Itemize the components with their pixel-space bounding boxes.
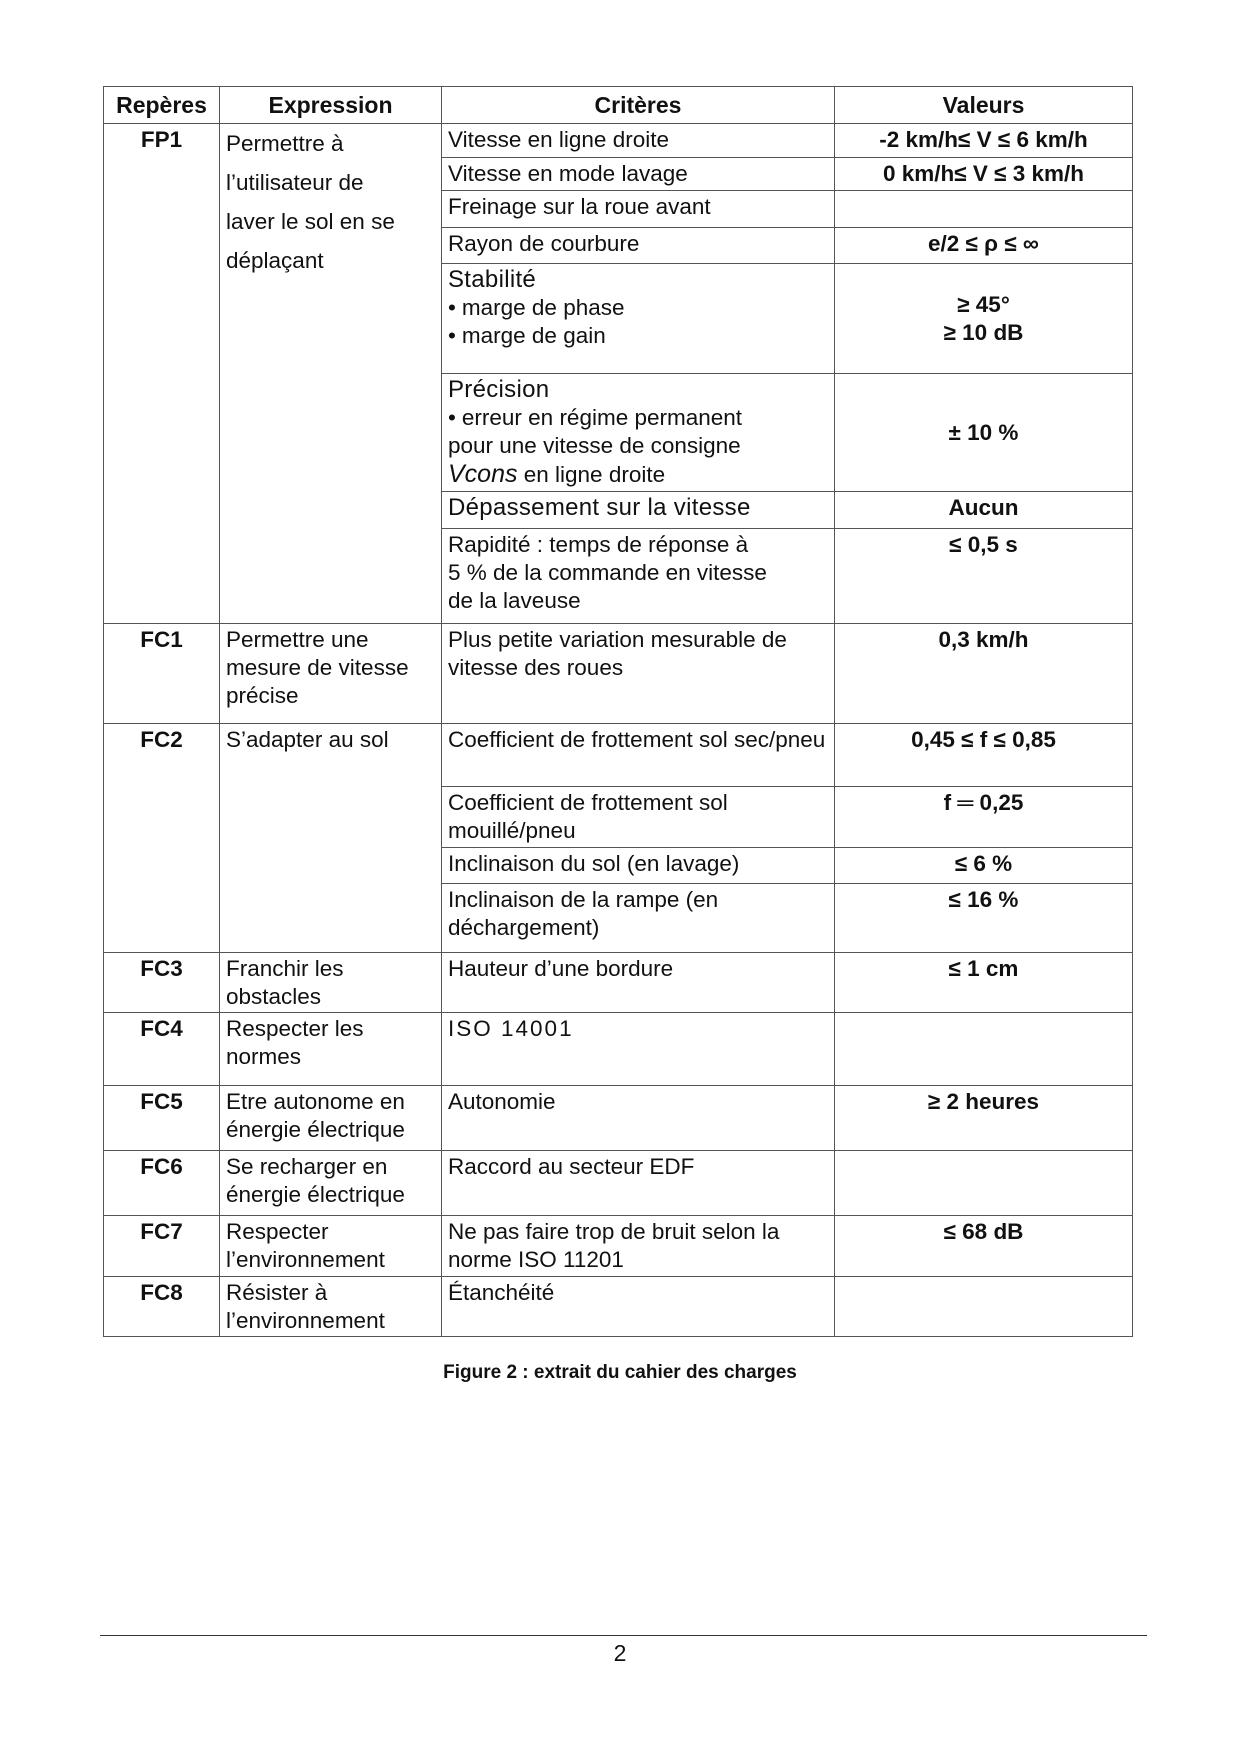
- valeur-cell: ≥ 2 heures: [835, 1086, 1133, 1151]
- critere-cell: Raccord au secteur EDF: [442, 1151, 835, 1216]
- stabilite-item: • marge de gain: [448, 322, 828, 350]
- table-row: [104, 1277, 1133, 1337]
- expression-cell: Franchir les obstacles: [220, 953, 442, 1013]
- figure-caption: Figure 2 : extrait du cahier des charges: [443, 1362, 797, 1383]
- table-row: [104, 624, 1133, 724]
- precision-item: • erreur en régime permanent: [448, 404, 828, 432]
- valeur-cell: [835, 1151, 1133, 1216]
- critere-cell: Rayon de courbure: [442, 228, 835, 264]
- expression-line: l’utilisateur de: [226, 170, 364, 195]
- critere-cell-rapidite: [442, 529, 835, 624]
- expression-cell: Résister à l’environnement: [220, 1277, 442, 1337]
- precision-line: pour une vitesse de consigne: [448, 433, 741, 458]
- vcons-symbol: Vcons: [448, 460, 518, 488]
- valeur-cell: 0 km/h≤ V ≤ 3 km/h: [835, 158, 1133, 191]
- page-number: 2: [613, 1640, 627, 1666]
- stabilite-title: Stabilité: [448, 266, 537, 293]
- critere-text: ISO 14001: [448, 1016, 574, 1041]
- critere-cell: Coefficient de frottement sol mouillé/pneu: [442, 787, 835, 848]
- valeur-cell: [835, 191, 1133, 228]
- valeur-cell: Aucun: [835, 492, 1133, 529]
- valeur-cell: 0,45 ≤ f ≤ 0,85: [835, 724, 1133, 787]
- valeur-cell: ≤ 6 %: [835, 848, 1133, 884]
- critere-cell: Dépassement sur la vitesse: [442, 492, 835, 529]
- precision-title: Précision: [448, 376, 550, 403]
- stabilite-value: ≥ 45°: [957, 291, 1010, 317]
- valeur-cell: ≤ 68 dB: [835, 1216, 1133, 1277]
- table-row: [104, 1216, 1133, 1277]
- ref-fp1: FP1: [104, 124, 220, 624]
- table-row: [104, 1013, 1133, 1086]
- ref-fc1: FC1: [104, 624, 220, 724]
- critere-cell: Plus petite variation mesurable de vitesse des roues: [442, 624, 835, 724]
- critere-cell: Coefficient de frottement sol sec/pneu: [442, 724, 835, 787]
- table-row: [104, 953, 1133, 1013]
- expression-cell: Se recharger en énergie électrique: [220, 1151, 442, 1216]
- rapidite-line: 5 % de la commande en vitesse: [448, 560, 767, 585]
- ref-cell: FC8: [104, 1277, 220, 1337]
- table-row: [104, 1086, 1133, 1151]
- critere-cell: Hauteur d’une bordure: [442, 953, 835, 1013]
- valeur-cell-precision: ± 10 %: [835, 374, 1133, 492]
- expression-line: laver le sol en se: [226, 209, 395, 234]
- ref-cell: FC5: [104, 1086, 220, 1151]
- ref-cell: FC3: [104, 953, 220, 1013]
- rapidite-line: Rapidité : temps de réponse à: [448, 532, 749, 557]
- critere-cell: Vitesse en ligne droite: [442, 124, 835, 158]
- ref-cell: FC7: [104, 1216, 220, 1277]
- valeur-cell-stabilite: [835, 264, 1133, 374]
- valeur-cell: ≤ 1 cm: [835, 953, 1133, 1013]
- valeur-cell: f ═ 0,25: [835, 787, 1133, 848]
- specification-table: [103, 86, 1133, 1337]
- expression-fc1: Permettre une mesure de vitesse précise: [220, 624, 442, 724]
- valeur-cell: -2 km/h≤ V ≤ 6 km/h: [835, 124, 1133, 158]
- valeur-cell: 0,3 km/h: [835, 624, 1133, 724]
- expression-fp1: [220, 124, 442, 624]
- rapidite-line: de la laveuse: [448, 588, 581, 613]
- expression-fc2: S’adapter au sol: [220, 724, 442, 953]
- valeur-cell: ≤ 16 %: [835, 884, 1133, 953]
- stabilite-item: • marge de phase: [448, 294, 828, 322]
- critere-cell: Inclinaison de la rampe (en déchargement): [442, 884, 835, 953]
- critere-cell: Freinage sur la roue avant: [442, 191, 835, 228]
- table-header-row: [104, 87, 1133, 124]
- expression-cell: Respecter l’environnement: [220, 1216, 442, 1277]
- ref-cell: FC4: [104, 1013, 220, 1086]
- expression-line: Permettre à: [226, 131, 344, 156]
- critere-cell: Vitesse en mode lavage: [442, 158, 835, 191]
- valeur-cell: e/2 ≤ ρ ≤ ∞: [835, 228, 1133, 264]
- precision-line: [448, 460, 828, 489]
- critere-cell: Autonomie: [442, 1086, 835, 1151]
- ref-cell: FC6: [104, 1151, 220, 1216]
- valeur-cell: [835, 1013, 1133, 1086]
- valeur-cell: ≤ 0,5 s: [835, 529, 1133, 624]
- stabilite-value: ≥ 10 dB: [943, 319, 1024, 345]
- critere-cell-precision: [442, 374, 835, 492]
- footer-divider: [100, 1635, 1147, 1636]
- header-valeurs: Valeurs: [835, 87, 1133, 124]
- table-row: [104, 724, 1133, 787]
- critere-cell: Ne pas faire trop de bruit selon la norme ISO 11201: [442, 1216, 835, 1277]
- precision-line-end: en ligne droite: [523, 462, 666, 487]
- critere-cell: Étanchéité: [442, 1277, 835, 1337]
- header-reperes: Repères: [104, 87, 220, 124]
- table-row: [104, 1151, 1133, 1216]
- critere-cell: Inclinaison du sol (en lavage): [442, 848, 835, 884]
- critere-cell: [442, 1013, 835, 1086]
- table-row: [104, 124, 1133, 158]
- critere-cell-stabilite: [442, 264, 835, 374]
- ref-fc2: FC2: [104, 724, 220, 953]
- expression-cell: Respecter les normes: [220, 1013, 442, 1086]
- expression-cell: Etre autonome en énergie électrique: [220, 1086, 442, 1151]
- header-criteres: Critères: [442, 87, 835, 124]
- expression-line: déplaçant: [226, 248, 324, 273]
- valeur-cell: [835, 1277, 1133, 1337]
- header-expression: Expression: [220, 87, 442, 124]
